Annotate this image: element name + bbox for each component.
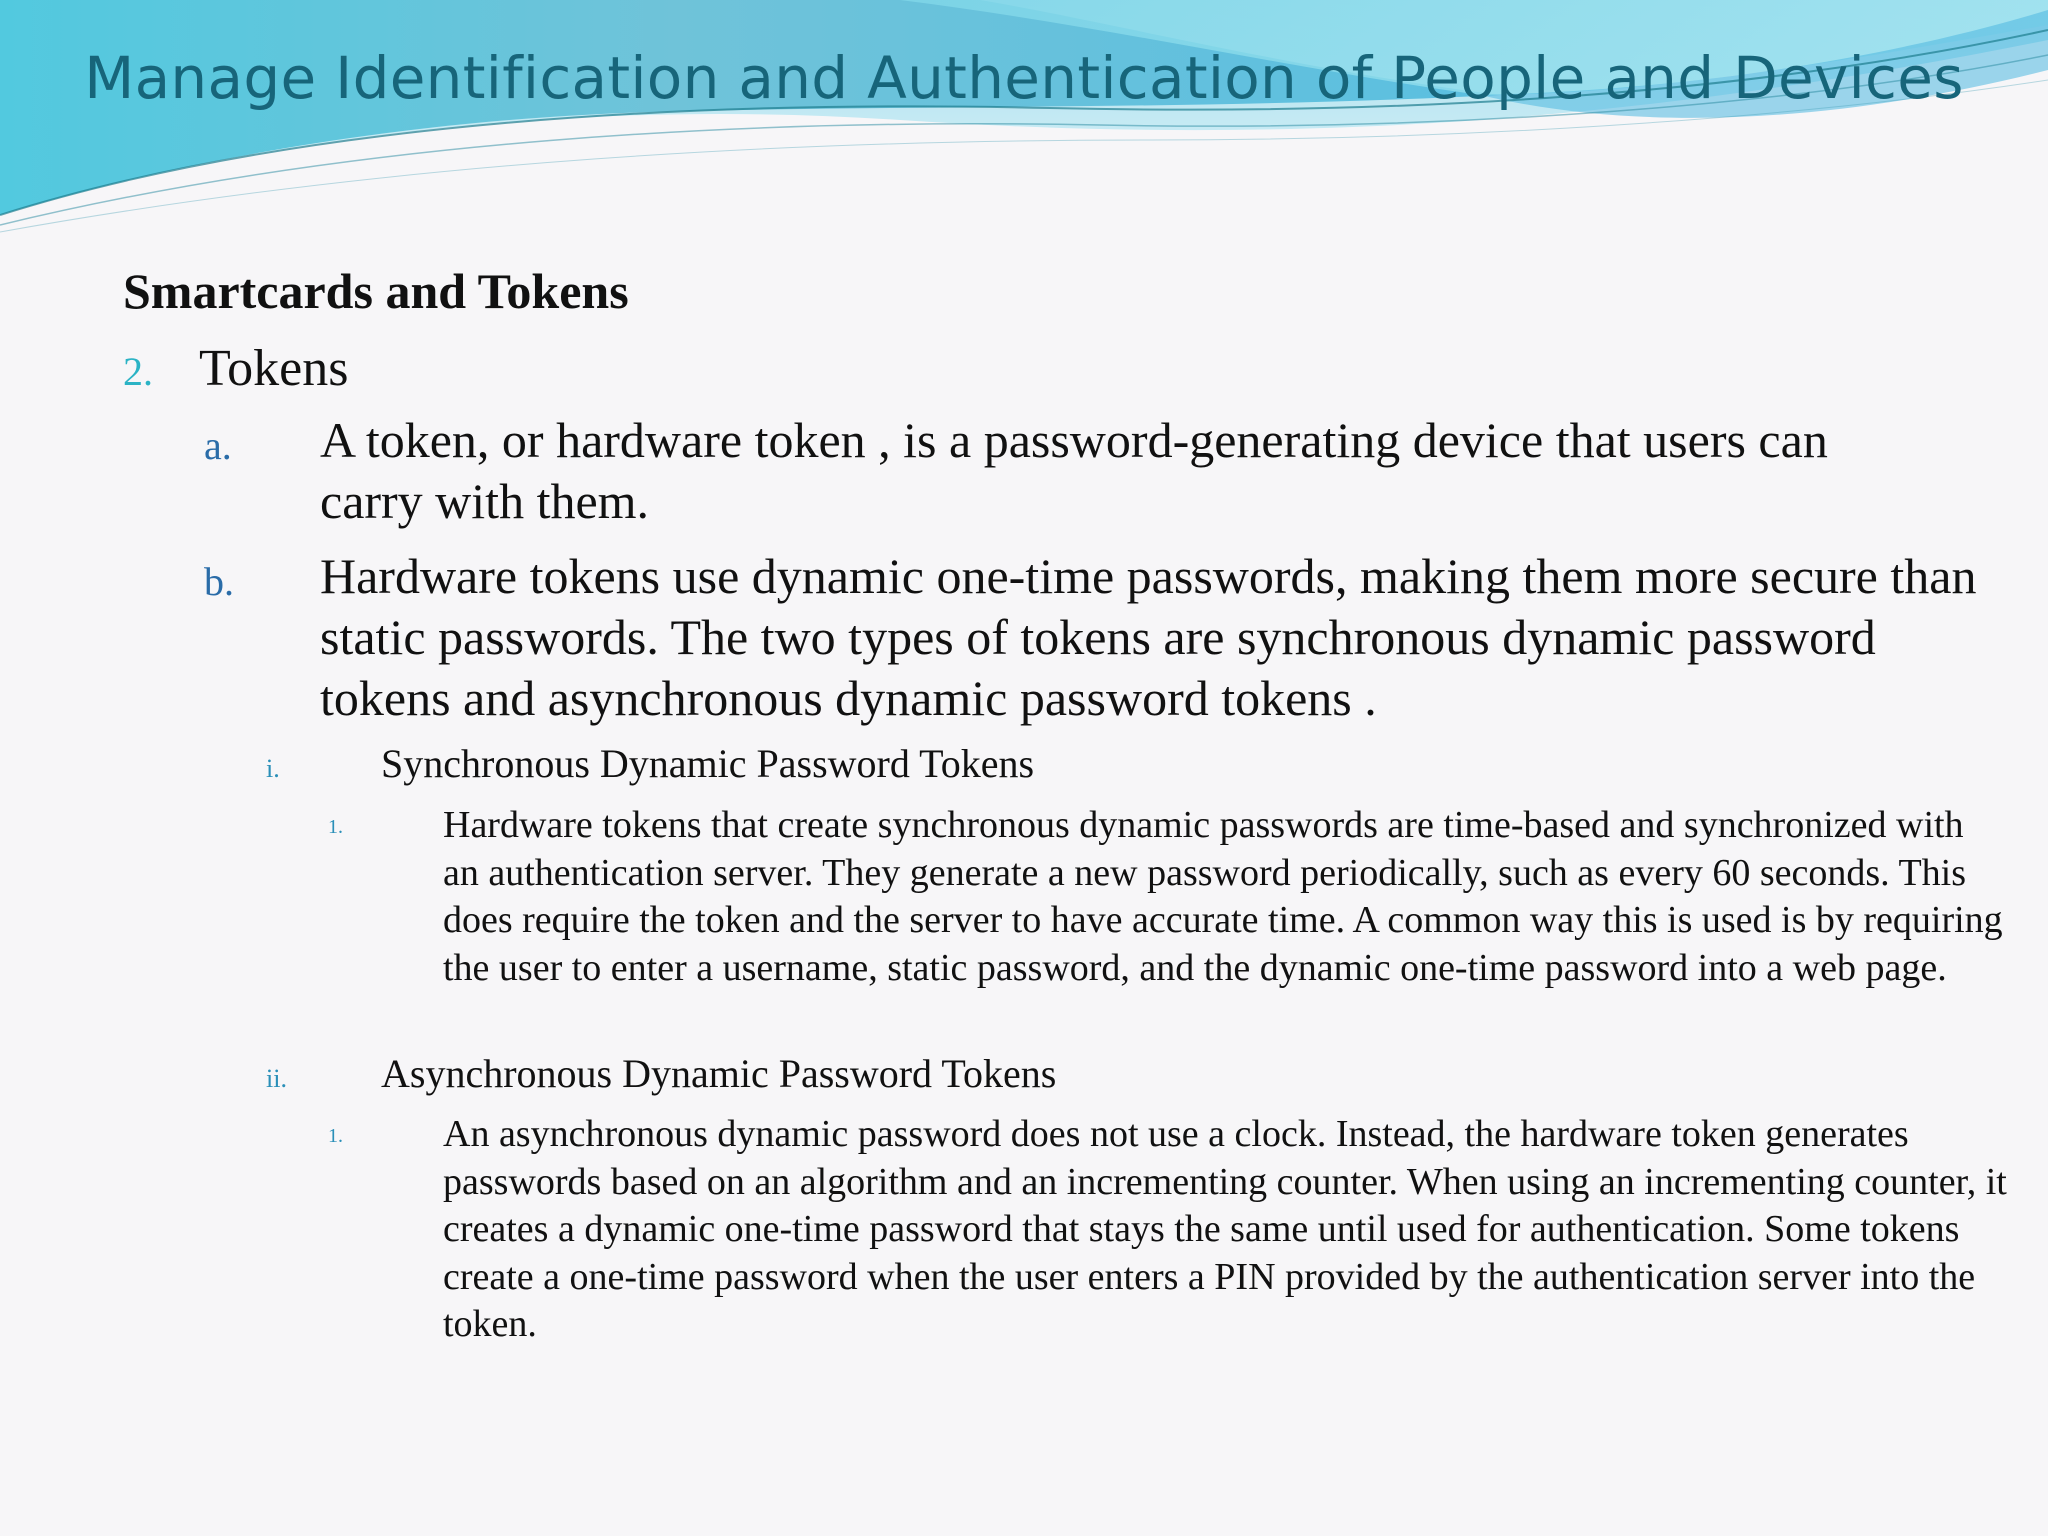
list-item-ii bbox=[266, 1050, 1056, 1098]
list-item-label: Synchronous Dynamic Password Tokens bbox=[381, 741, 1035, 786]
list-marker: a. bbox=[204, 423, 232, 468]
list-item-text: An asynchronous dynamic password does not use a clock. Instead, the hardware token generates passwords based on an algorithm and an incrementing counter. When using an incrementing counter, it creates a dynamic one-time password that stays the same until used for authentication. Some tokens create a one-time password when the user enters a PIN provided by the authentication server into the token. bbox=[443, 1113, 2007, 1346]
list-marker: b. bbox=[204, 559, 234, 604]
list-marker: 2. bbox=[123, 349, 153, 394]
list-marker: 1. bbox=[328, 1125, 343, 1147]
list-item-label: Tokens bbox=[199, 340, 349, 397]
list-item-tokens bbox=[123, 338, 348, 400]
header-wave-decoration bbox=[0, 0, 2048, 240]
list-item-a bbox=[204, 410, 1940, 532]
list-item-text: Hardware tokens that create synchronous dynamic passwords are time-based and synchronized with an authentication server. They generate a new password periodically, such as every 60 seconds. This does require the token and the server to have accurate time. A common way this is used is by requiring the user to enter a username, static password, and the dynamic one-time password into a web page. bbox=[443, 804, 2003, 989]
list-item-b bbox=[204, 546, 2000, 729]
slide-title: Manage Identification and Authentication of People and Devices bbox=[84, 44, 1964, 112]
list-item-i bbox=[266, 740, 1034, 788]
list-item-text: Hardware tokens use dynamic one-time passwords, making them more secure than static passwords. The two types of tokens are synchronous dynamic password tokens and asynchronous dynamic password tokens . bbox=[320, 548, 1977, 726]
list-marker: ii. bbox=[266, 1064, 287, 1093]
list-marker: 1. bbox=[328, 816, 343, 838]
list-item-text: A token, or hardware token , is a password-generating device that users can carry with them. bbox=[320, 412, 1828, 529]
list-marker: i. bbox=[266, 754, 280, 783]
section-heading: Smartcards and Tokens bbox=[123, 263, 629, 319]
list-item-label: Asynchronous Dynamic Password Tokens bbox=[381, 1051, 1057, 1096]
list-item-i-detail bbox=[328, 802, 2003, 992]
list-item-ii-detail bbox=[328, 1111, 2043, 1349]
